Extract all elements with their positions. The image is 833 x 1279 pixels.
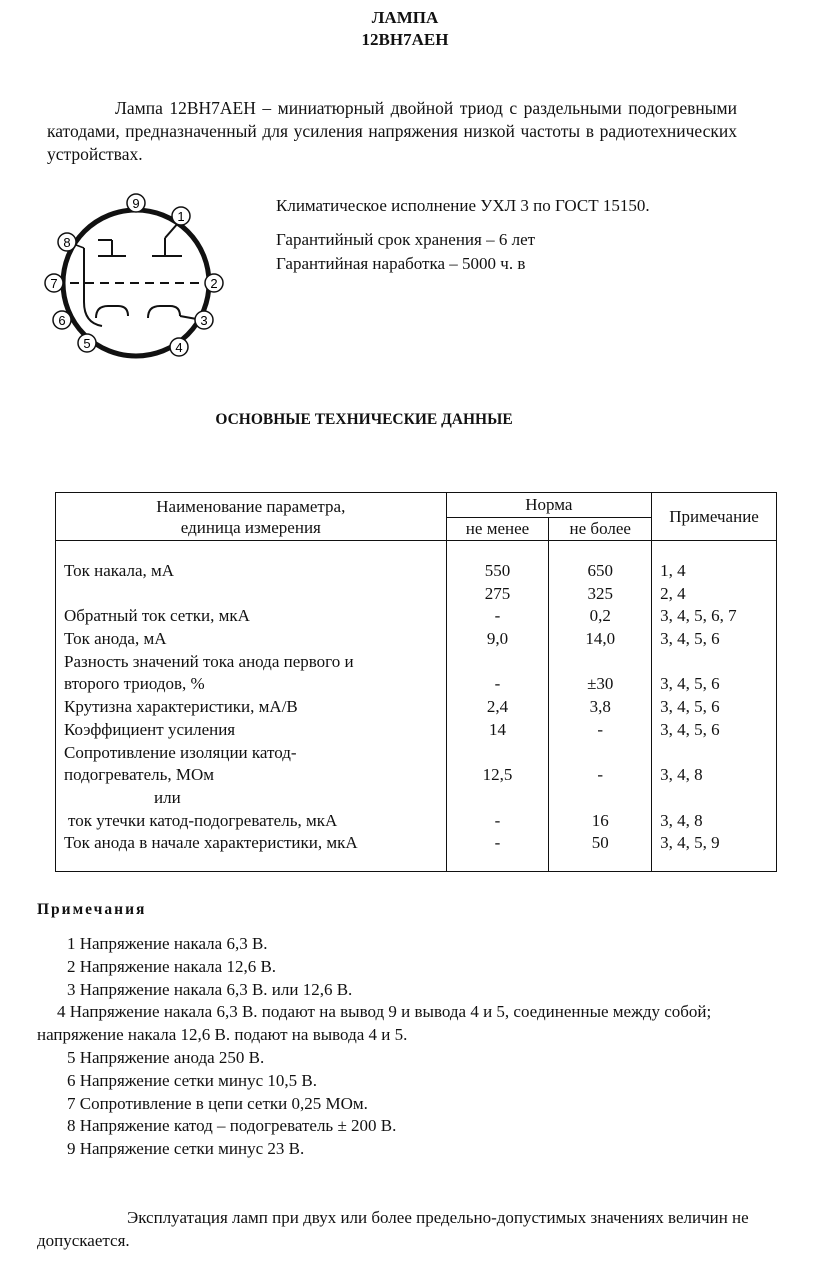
pin-7-label: 7 bbox=[50, 276, 58, 291]
param-name: или bbox=[154, 787, 181, 807]
param-name: Обратный ток сетки, мкА bbox=[64, 606, 250, 626]
climate-spec: Климатическое исполнение УХЛ 3 по ГОСТ 15150. bbox=[276, 196, 650, 215]
param-max: 325 bbox=[587, 583, 613, 603]
param-name: Коэффициент усиления bbox=[64, 719, 236, 739]
min-column bbox=[446, 541, 549, 872]
notes-list bbox=[37, 933, 787, 1161]
note-item: 3 Напряжение накала 6,3 В. или 12,6 В. bbox=[67, 979, 353, 999]
param-note: 3, 4, 5, 6 bbox=[660, 719, 720, 739]
lifetime-warranty: Гарантийная наработка – 5000 ч. в bbox=[276, 254, 526, 273]
param-min: 275 bbox=[484, 583, 511, 603]
note-item: 9 Напряжение сетки минус 23 В. bbox=[67, 1139, 305, 1159]
param-name: Ток накала, мА bbox=[64, 561, 175, 580]
param-note: 3, 4, 5, 6, 7 bbox=[660, 606, 737, 626]
pin-5-label: 5 bbox=[83, 336, 91, 351]
param-name: Крутизна характеристики, мА/В bbox=[64, 697, 298, 717]
param-name: Ток анода, мА bbox=[64, 629, 167, 649]
pin-3-label: 3 bbox=[200, 313, 208, 328]
param-min: - bbox=[494, 833, 501, 853]
note-item: 6 Напряжение сетки минус 10,5 В. bbox=[67, 1070, 317, 1090]
footer-paragraph bbox=[37, 1206, 767, 1252]
param-note bbox=[660, 742, 776, 765]
spec-table bbox=[55, 492, 777, 872]
param-note: 3, 4, 8 bbox=[660, 765, 703, 785]
title-line-2: 12ВН7АЕН bbox=[361, 30, 449, 49]
header-max: не более bbox=[549, 518, 652, 541]
param-name: подогреватель, МОм bbox=[64, 765, 215, 785]
param-max: 16 bbox=[591, 810, 609, 830]
footer-text: Эксплуатация ламп при двух или более предельно-допустимых значениях величин не допускается. bbox=[37, 1208, 749, 1250]
pin-4 bbox=[170, 338, 188, 356]
max-column bbox=[549, 541, 652, 872]
param-note bbox=[660, 651, 776, 674]
param-name: Сопротивление изоляции катод- bbox=[64, 742, 297, 762]
param-min: 9,0 bbox=[486, 629, 509, 649]
header-note: Примечание bbox=[652, 493, 777, 541]
param-max: - bbox=[597, 765, 604, 785]
heater-symbol bbox=[84, 248, 102, 326]
notes-heading: Примечания bbox=[37, 901, 147, 918]
pin-2-label: 2 bbox=[210, 276, 218, 291]
intro-paragraph bbox=[47, 97, 737, 166]
header-parameter bbox=[56, 493, 447, 541]
note-item: 7 Сопротивление в цепи сетки 0,25 МОм. bbox=[67, 1093, 368, 1113]
pin-8 bbox=[58, 233, 76, 251]
pin-1 bbox=[172, 207, 190, 225]
pin-2 bbox=[205, 274, 223, 292]
param-min: - bbox=[494, 606, 501, 626]
header-norm: Норма bbox=[446, 493, 651, 518]
header-min: не менее bbox=[446, 518, 549, 541]
param-min bbox=[447, 651, 549, 674]
param-max: 50 bbox=[591, 833, 609, 853]
param-max bbox=[549, 742, 651, 765]
note-item: 4 Напряжение накала 6,3 В. подают на вывод 9 и вывода 4 и 5, соединенные между собой; напряжение накала 12,6 В. подают на вывода 4 и 5. bbox=[37, 1002, 712, 1045]
note-column bbox=[652, 541, 777, 872]
param-name: второго триодов, % bbox=[64, 674, 205, 694]
pin-6 bbox=[53, 311, 71, 329]
cathode-right bbox=[148, 306, 180, 318]
pin-1-label: 1 bbox=[177, 209, 185, 224]
param-max: 14,0 bbox=[585, 629, 616, 649]
note-item: 5 Напряжение анода 250 В. bbox=[67, 1047, 265, 1067]
tube-pinout-diagram bbox=[40, 190, 230, 365]
intro-text: Лампа 12ВН7АЕН – миниатюрный двойной триод с раздельными подогревными катодами, предназначенный для усиления напряжения низкой частоты в радиотехнических устройствах. bbox=[47, 98, 737, 164]
param-name: Ток анода в начале характеристики, мкА bbox=[64, 833, 358, 853]
param-min: 12,5 bbox=[482, 765, 513, 785]
param-name: ток утечки катод-подогреватель, мкА bbox=[68, 810, 338, 830]
parameter-column bbox=[56, 541, 447, 872]
param-note: 1, 4 bbox=[660, 561, 686, 580]
note-item: 2 Напряжение накала 12,6 В. bbox=[67, 956, 277, 976]
param-min: 14 bbox=[489, 719, 506, 739]
header-parameter-line1: Наименование параметра, bbox=[156, 496, 346, 516]
storage-warranty: Гарантийный срок хранения – 6 лет bbox=[276, 230, 536, 249]
pin-3 bbox=[195, 311, 213, 329]
param-note: 3, 4, 5, 6 bbox=[660, 674, 720, 694]
param-name bbox=[64, 583, 446, 606]
param-note: 2, 4 bbox=[660, 583, 686, 603]
param-min: - bbox=[494, 810, 501, 830]
param-note: 3, 4, 5, 9 bbox=[660, 833, 720, 853]
pin-6-label: 6 bbox=[58, 313, 66, 328]
param-max bbox=[549, 651, 651, 674]
param-note: 3, 4, 8 bbox=[660, 810, 703, 830]
note-item: 8 Напряжение катод – подогреватель ± 200 В. bbox=[67, 1116, 397, 1136]
note-item: 1 Напряжение накала 6,3 В. bbox=[67, 934, 268, 953]
param-max: 0,2 bbox=[589, 606, 611, 626]
header-parameter-line2: единица измерения bbox=[180, 517, 321, 537]
pin-5 bbox=[78, 334, 96, 352]
param-max: 650 bbox=[587, 561, 613, 580]
param-note: 3, 4, 5, 6 bbox=[660, 629, 720, 649]
param-max bbox=[549, 787, 651, 810]
param-note: 3, 4, 5, 6 bbox=[660, 697, 720, 717]
param-min: 2,4 bbox=[486, 697, 509, 717]
pin-9-label: 9 bbox=[132, 196, 140, 211]
param-max: - bbox=[597, 719, 604, 739]
title-line-1: ЛАМПА bbox=[371, 8, 439, 27]
pin-8-label: 8 bbox=[63, 235, 71, 250]
param-min bbox=[447, 787, 549, 810]
param-max: 3,8 bbox=[589, 697, 611, 717]
param-max: ±30 bbox=[587, 674, 614, 694]
section-title: ОСНОВНЫЕ ТЕХНИЧЕСКИЕ ДАННЫЕ bbox=[215, 411, 513, 428]
param-min: 550 bbox=[484, 561, 511, 580]
cathode-left bbox=[96, 306, 128, 318]
param-min: - bbox=[494, 674, 501, 694]
param-name: Разность значений тока анода первого и bbox=[64, 651, 354, 671]
pin-4-label: 4 bbox=[175, 340, 183, 355]
param-note bbox=[660, 787, 776, 810]
param-min bbox=[447, 742, 549, 765]
pin-9 bbox=[127, 194, 145, 212]
pin-7 bbox=[45, 274, 63, 292]
